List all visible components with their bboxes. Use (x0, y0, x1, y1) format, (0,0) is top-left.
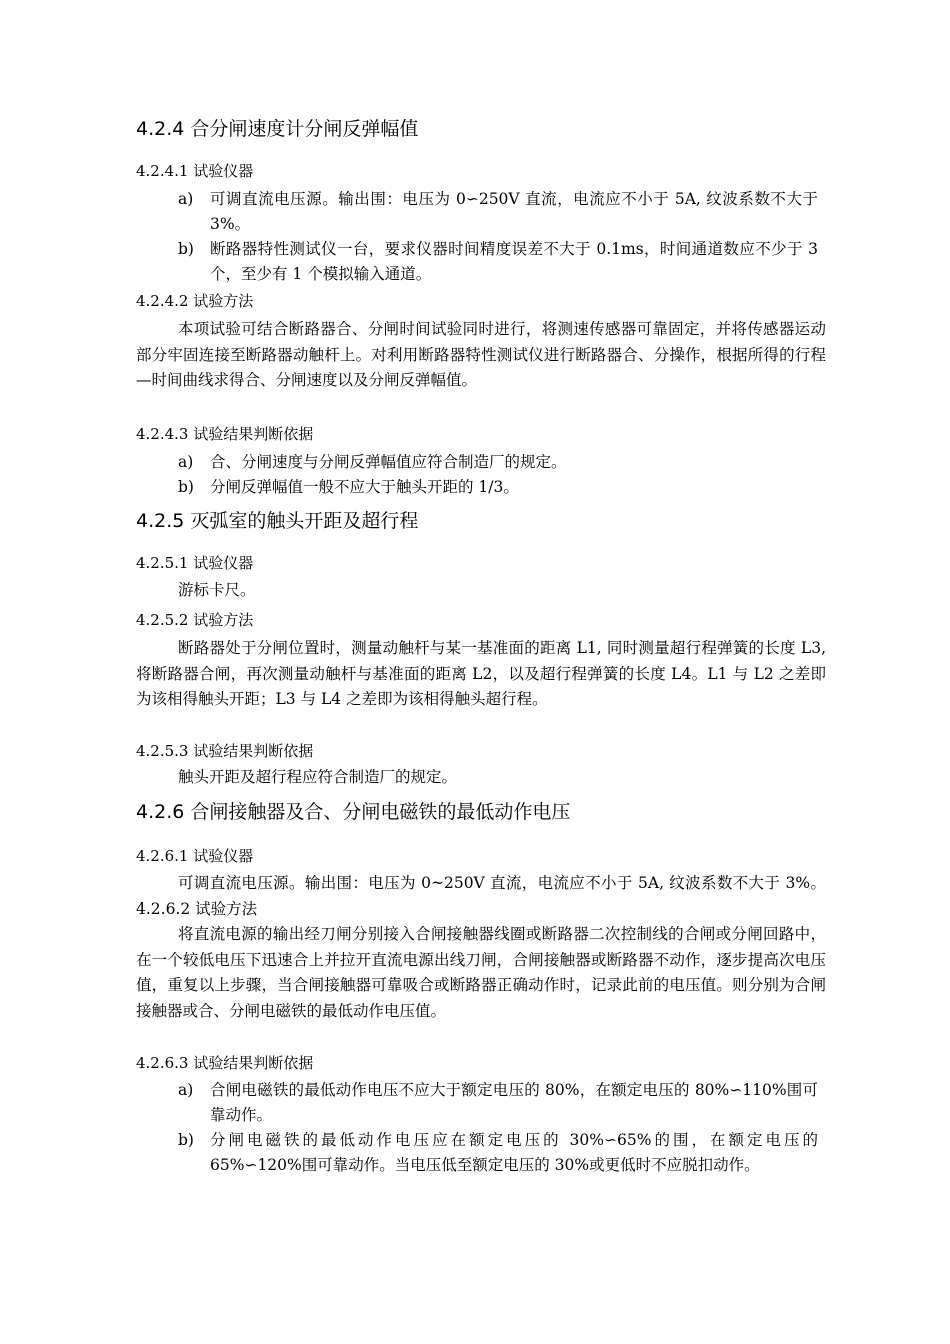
subsection-heading-4-2-4-3: 4.2.4.3 试验结果判断依据 (136, 425, 314, 443)
list-item (178, 1128, 818, 1178)
list-marker: a) (178, 453, 194, 471)
section-heading-4-2-6: 4.2.6 合闸接触器及合、分闸电磁铁的最低动作电压 (136, 801, 571, 823)
list-text: 合闸电磁铁的最低动作电压不应大于额定电压的 80%，在额定电压的 80%∽110%围可靠动作。 (210, 1081, 818, 1124)
paragraph: 断路器处于分闸位置时，测量动触杆与某一基准面的距离 L1, 同时测量超行程弹簧的长度 L3, 将断路器合闸，再次测量动触杆与基准面的距离 L2，以及超行程弹簧的长度 L4。L1 与 L2 之差即为该相得触头开距；L3 与 L4 之差即为该相得触头超行程。 (136, 639, 826, 708)
section-heading-4-2-4: 4.2.4 合分闸速度计分闸反弹幅值 (136, 118, 419, 140)
section-heading-4-2-5: 4.2.5 灭弧室的触头开距及超行程 (136, 510, 419, 532)
subsection-heading-4-2-6-3: 4.2.6.3 试验结果判断依据 (136, 1054, 314, 1072)
list-item (178, 237, 818, 287)
list-text: 断路器特性测试仪一台，要求仪器时间精度误差不大于 0.1ms，时间通道数应不少于 3 个，至少有 1 个模拟输入通道。 (210, 240, 818, 283)
subsection-heading-4-2-4-1: 4.2.4.1 试验仪器 (136, 162, 254, 180)
list-text: 合、分闸速度与分闸反弹幅值应符合制造厂的规定。 (210, 453, 567, 471)
subsection-heading-4-2-5-3: 4.2.5.3 试验结果判断依据 (136, 742, 314, 760)
paragraph: 可调直流电压源。输出围：电压为 0~250V 直流，电流应不小于 5A, 纹波系数不大于 3%。4.2.6.2 试验方法 (136, 874, 826, 918)
list-marker: b) (178, 478, 194, 496)
subsection-heading-4-2-6-1: 4.2.6.1 试验仪器 (136, 847, 254, 865)
paragraph: 触头开距及超行程应符合制造厂的规定。 (178, 768, 458, 786)
list-marker: a) (178, 1081, 194, 1099)
list-text: 分闸反弹幅值一般不应大于触头开距的 1/3。 (210, 478, 519, 496)
list-marker: b) (178, 240, 194, 258)
list-text: 分闸电磁铁的最低动作电压应在额定电压的 30%∽65%的围，在额定电压的 65%∽120%围可靠动作。当电压低至额定电压的 30%或更低时不应脱扣动作。 (210, 1131, 818, 1174)
list-item (178, 1078, 818, 1128)
paragraph: 游标卡尺。 (178, 581, 256, 599)
list-item (178, 450, 818, 475)
list-marker: a) (178, 190, 194, 208)
list-marker: b) (178, 1131, 194, 1149)
subsection-heading-4-2-5-1: 4.2.5.1 试验仪器 (136, 554, 254, 572)
subsection-heading-4-2-4-2: 4.2.4.2 试验方法 (136, 292, 254, 310)
subsection-heading-4-2-5-2: 4.2.5.2 试验方法 (136, 611, 254, 629)
list-text: 可调直流电压源。输出围：电压为 0∽250V 直流，电流应不小于 5A, 纹波系数不大于 3%。 (210, 190, 818, 233)
list-item (178, 187, 818, 237)
paragraph: 将直流电源的输出经刀闸分别接入合闸接触器线圈或断路器二次控制线的合闸或分闸回路中，在一个较低电压下迅速合上并拉开直流电源出线刀闸，合闸接触器或断路器不动作，逐步提高次电压值，重复以上步骤，当合闸接触器可靠吸合或断路器正确动作时，记录此前的电压值。则分别为合闸接触器或合、分闸电磁铁的最低动作电压值。 (136, 925, 826, 1020)
list-item (178, 475, 818, 500)
paragraph: 本项试验可结合断路器合、分闸时间试验同时进行，将测速传感器可靠固定，并将传感器运动部分牢固连接至断路器动触杆上。对利用断路器特性测试仪进行断路器合、分操作，根据所得的行程—时间曲线求得合、分闸速度以及分闸反弹幅值。 (136, 320, 826, 389)
